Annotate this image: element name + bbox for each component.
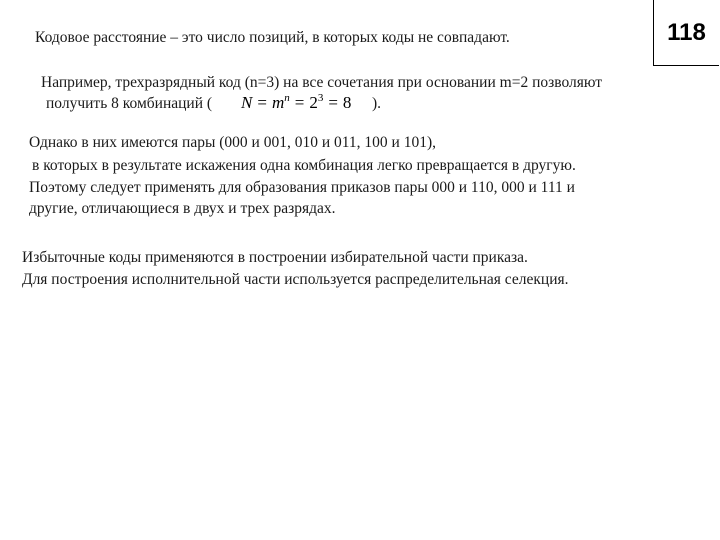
paragraph3-line-2: Для построения исполнительной части используется распределительная селекция. [22, 271, 569, 288]
formula-n-var: N [241, 93, 253, 112]
formula-exponent-n: n [284, 92, 290, 104]
formula-result: 8 [342, 93, 352, 112]
example-line-1: Например, трехразрядный код (n=3) на все сочетания при основании m=2 позволяют [41, 74, 603, 91]
page-number: 118 [667, 18, 706, 46]
page-number-box [653, 0, 719, 66]
definition-text: Кодовое расстояние – это число позиций, в которых коды не совпадают. [35, 29, 510, 46]
example-line-2-end: ). [372, 95, 382, 112]
formula-m-var: m [271, 93, 285, 112]
formula-equals-1: = [257, 93, 267, 112]
paragraph2-line-1: Однако в них имеются пары (000 и 001, 010 и 011, 100 и 101), [29, 134, 437, 151]
paragraph3-line-1: Избыточные коды применяются в построении избирательной части приказа. [22, 249, 528, 266]
formula-exponent-3: 3 [317, 92, 324, 104]
paragraph2-line-3: Поэтому следует применять для образования приказов пары 000 и 110, 000 и 111 и [29, 179, 575, 196]
paragraph2-line-2: в которых в результате искажения одна комбинация легко превращается в другую. [32, 157, 576, 174]
paragraph2-line-4: другие, отличающиеся в двух и трех разрядах. [29, 200, 336, 217]
combination-formula [241, 93, 351, 119]
formula-equals-2: = [294, 93, 305, 112]
formula-base-two: 2 [309, 93, 318, 112]
example-line-2-start: получить 8 комбинаций ( [46, 95, 213, 112]
formula-equals-3: = [328, 93, 338, 112]
